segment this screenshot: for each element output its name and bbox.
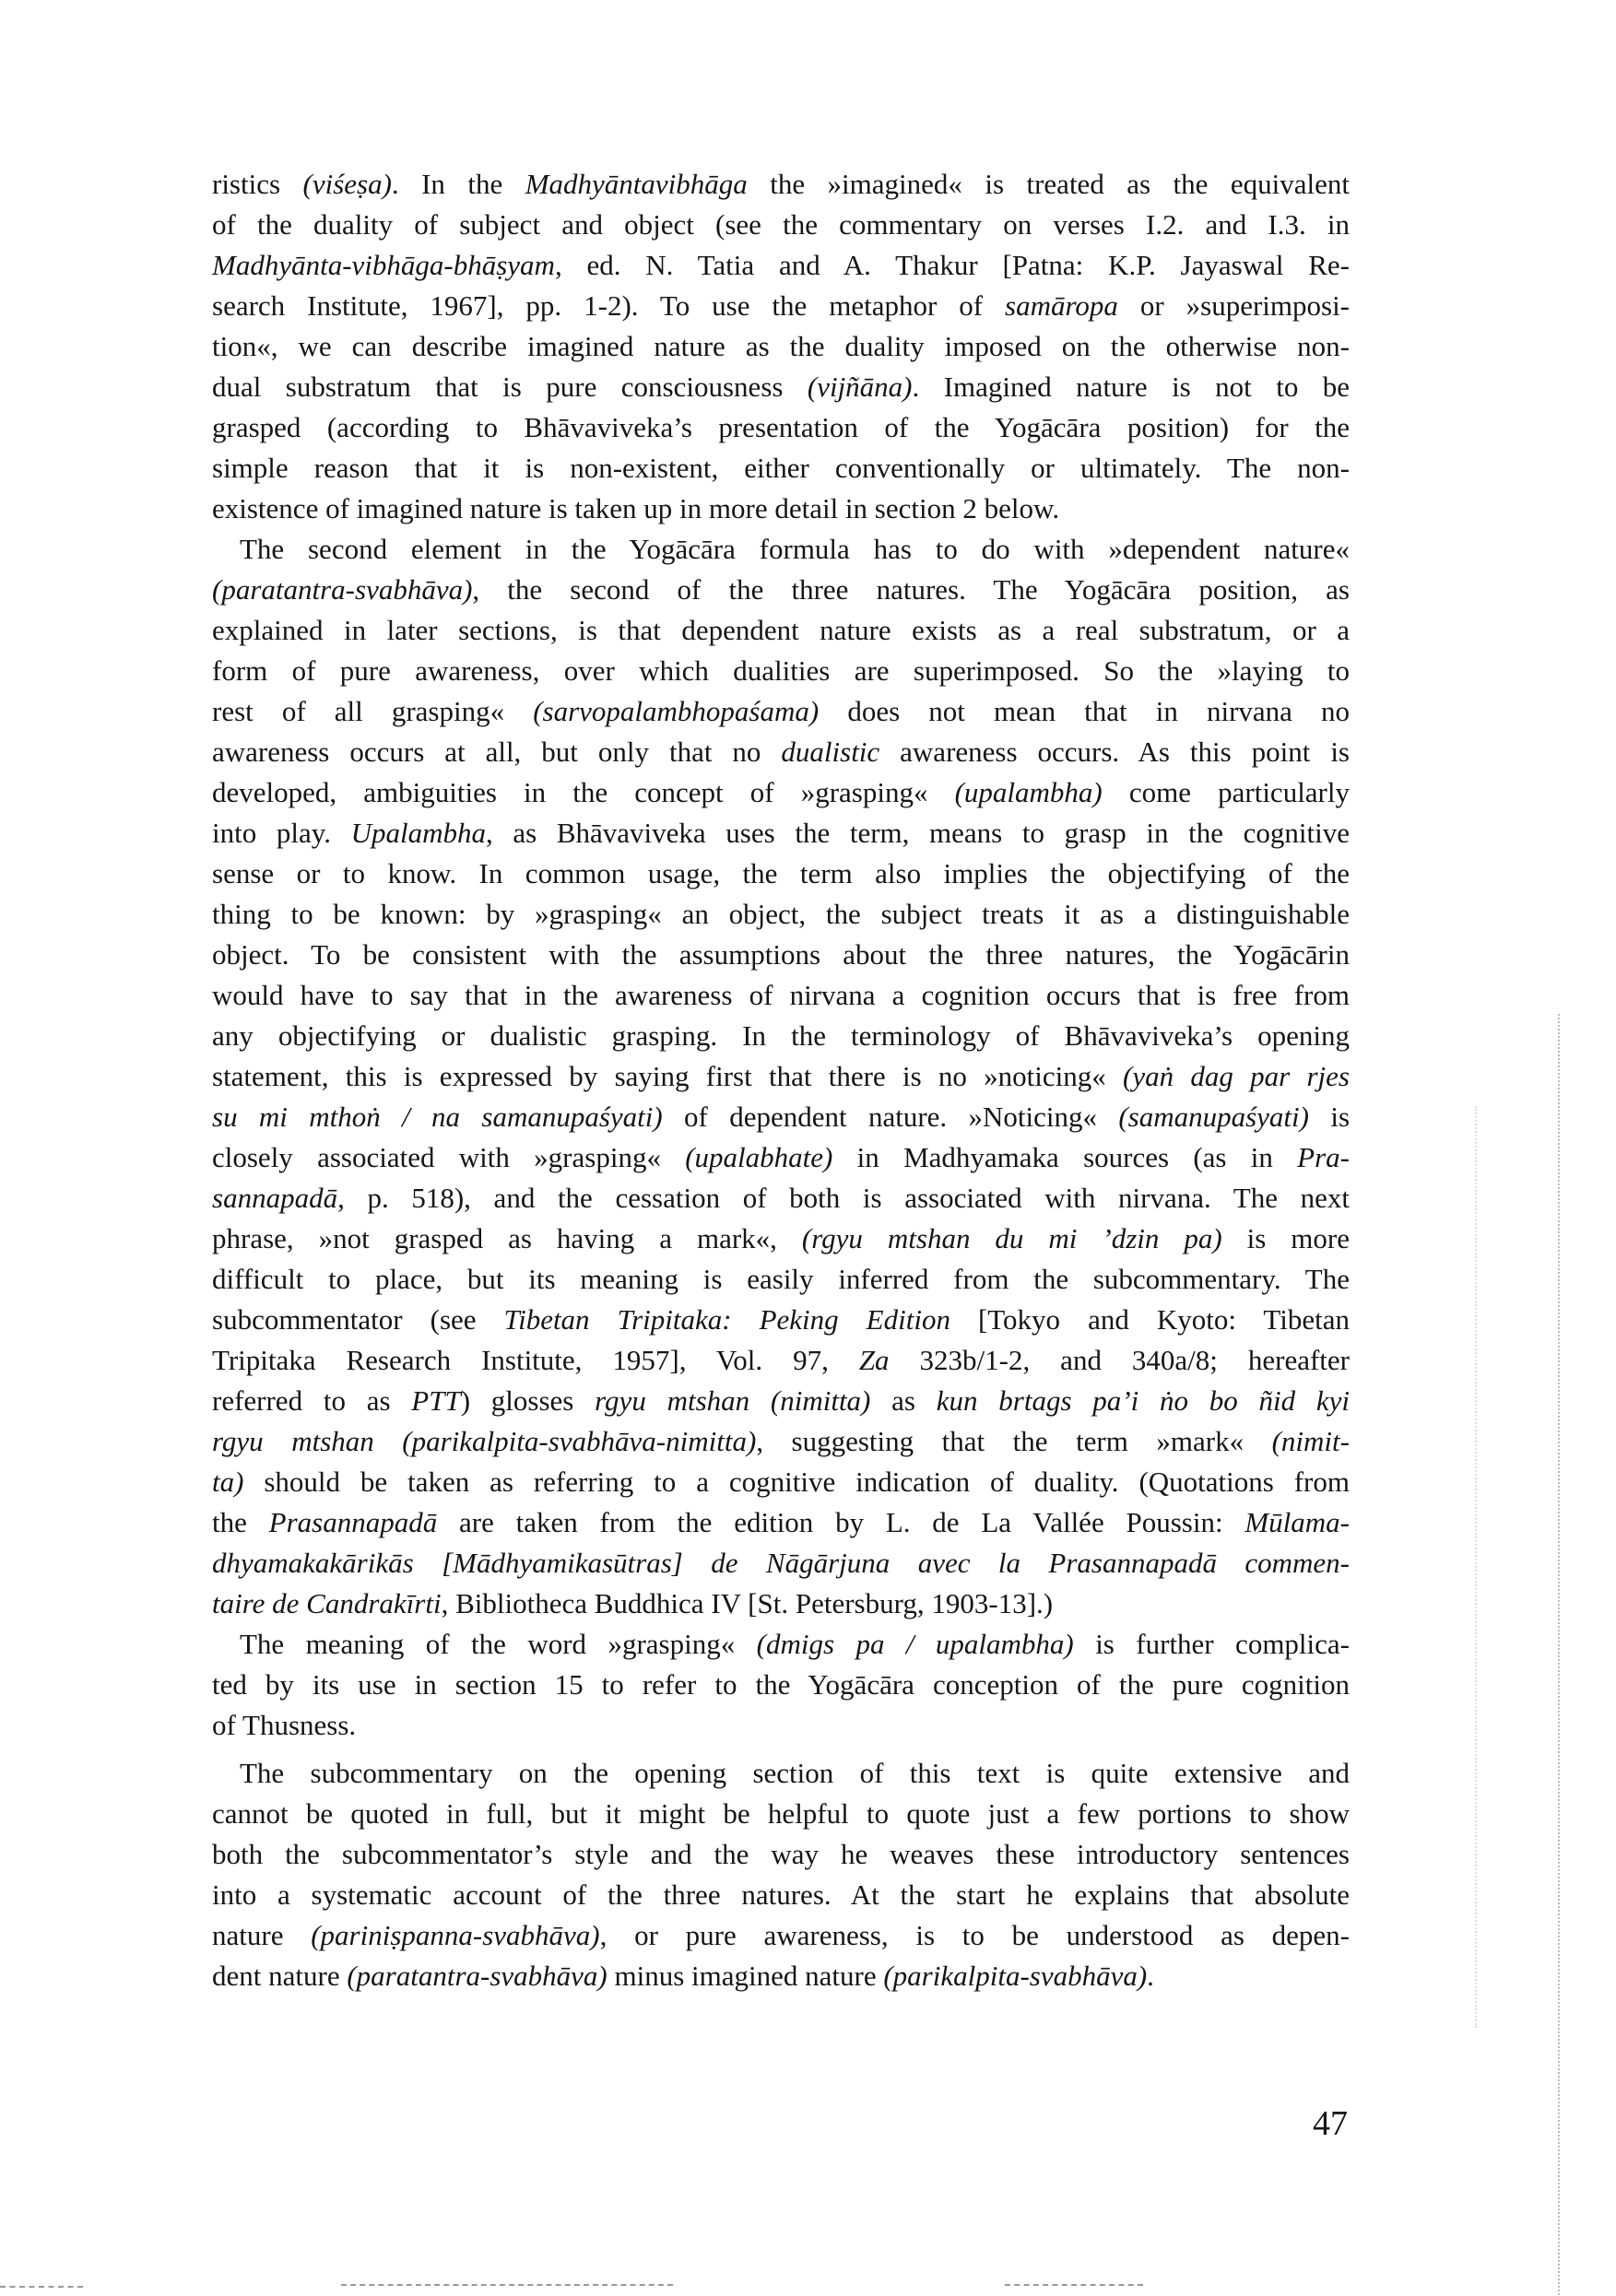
italic-term: (nimit- — [1271, 1425, 1350, 1457]
text-run: existence of imagined nature is taken up in more detail in section 2 below. — [212, 492, 1060, 524]
scan-bottom-mark — [341, 2284, 673, 2286]
scan-bottom-mark — [1005, 2284, 1143, 2286]
italic-term: su mi mthoṅ / na samanupaśyati) — [212, 1101, 663, 1133]
text-line — [212, 1834, 1350, 1875]
text-run: , Bibliotheca Buddhica IV [St. Petersburg, 1903-13].) — [441, 1587, 1054, 1619]
text-line — [212, 1137, 1350, 1178]
italic-term: kun brtags pa’i ṅo bo ñid kyi — [936, 1384, 1350, 1417]
text-run: . In the — [391, 168, 525, 200]
text-run: form of pure awareness, over which dualities are superimposed. So the »laying to — [212, 654, 1350, 687]
text-line — [212, 813, 1350, 854]
text-run: any objectifying or dualistic grasping. In the terminology of Bhāvaviveka’s opening — [212, 1019, 1350, 1052]
text-line — [212, 1705, 1350, 1746]
text-line — [212, 1543, 1350, 1584]
italic-term: ta) — [212, 1466, 244, 1498]
text-line — [212, 1462, 1350, 1502]
text-line — [212, 610, 1350, 651]
page-number: 47 — [1313, 2104, 1348, 2143]
text-run: closely associated with »grasping« — [212, 1141, 686, 1173]
text-run: awareness occurs. As this point is — [879, 736, 1350, 768]
italic-term: (parikalpita-svabhāva) — [883, 1960, 1148, 1992]
text-line — [212, 1502, 1350, 1543]
text-run: , suggesting that the term »mark« — [756, 1425, 1272, 1457]
text-line — [212, 1219, 1350, 1259]
italic-term: (upalabhate) — [685, 1141, 833, 1173]
text-run: of Thusness. — [212, 1709, 357, 1741]
text-run: in Madhyamaka sources (as in — [832, 1141, 1298, 1173]
text-run: . — [1147, 1960, 1154, 1992]
text-line — [212, 772, 1350, 813]
text-line — [212, 326, 1350, 367]
text-line — [212, 245, 1350, 286]
text-run: dent nature — [212, 1960, 348, 1992]
italic-term: (sarvopalambhopaśama) — [533, 695, 820, 727]
text-run: explained in later sections, is that dependent nature exists as a real substratum, or a — [212, 614, 1350, 646]
text-run: , the second of the three natures. The Yogācāra position, as — [472, 573, 1350, 606]
text-line — [212, 286, 1350, 326]
text-line — [212, 1259, 1350, 1300]
italic-term: rgyu mtshan (nimitta) — [595, 1384, 871, 1417]
text-run: minus imagined nature — [607, 1960, 884, 1992]
paragraph — [212, 1753, 1350, 1996]
italic-term: Mūlama- — [1244, 1506, 1350, 1538]
text-line — [212, 935, 1350, 975]
text-line — [212, 1624, 1350, 1665]
italic-term: (vijñāna) — [807, 371, 913, 403]
text-run: [Tokyo and Kyoto: Tibetan — [950, 1303, 1350, 1336]
text-line — [212, 1300, 1350, 1340]
text-run: of dependent nature. »Noticing« — [662, 1101, 1119, 1133]
text-run: of the duality of subject and object (see the commentary on verses I.2. and I.3. in — [212, 208, 1350, 241]
italic-term: rgyu mtshan (parikalpita-svabhāva-nimitta) — [212, 1425, 757, 1457]
text-run: , p. 518), and the cessation of both is associated with nirvana. The next — [337, 1182, 1350, 1214]
italic-term: Upalambha — [350, 817, 486, 849]
body-text — [212, 164, 1350, 1996]
text-run: search Institute, 1967], pp. 1-2). To use the metaphor of — [212, 289, 1006, 322]
text-run: as — [870, 1384, 937, 1417]
italic-term: (viśeṣa) — [302, 168, 392, 200]
text-run: The meaning of the word »grasping« — [240, 1628, 757, 1660]
text-run: , or pure awareness, is to be understood as depen- — [599, 1919, 1350, 1951]
text-line — [212, 1753, 1350, 1794]
text-line — [212, 1381, 1350, 1421]
text-run: into a systematic account of the three natures. At the start he explains that absolute — [212, 1878, 1350, 1911]
text-run: are taken from the edition by L. de La Vallée Poussin: — [437, 1506, 1245, 1538]
italic-term: Pra- — [1297, 1141, 1350, 1173]
text-run: rest of all grasping« — [212, 695, 534, 727]
text-run: . Imagined nature is not to be — [912, 371, 1351, 403]
text-run: both the subcommentator’s style and the way he weaves these introductory sentences — [212, 1838, 1350, 1870]
text-run: nature — [212, 1919, 312, 1951]
italic-term: Za — [858, 1344, 890, 1376]
italic-term: (paratantra-svabhāva) — [347, 1960, 607, 1992]
paragraph — [212, 1624, 1350, 1746]
text-run: difficult to place, but its meaning is easily inferred from the subcommentary. The — [212, 1263, 1350, 1295]
text-run: tion«, we can describe imagined nature as the duality imposed on the otherwise non- — [212, 330, 1350, 362]
text-line — [212, 691, 1350, 732]
italic-term: PTT — [411, 1384, 461, 1417]
text-run: sense or to know. In common usage, the term also implies the objectifying of the — [212, 857, 1350, 889]
text-line — [212, 529, 1350, 570]
text-line — [212, 1056, 1350, 1097]
italic-term: (dmigs pa / upalambha) — [756, 1628, 1074, 1660]
text-run: statement, this is expressed by saying first that there is no »noticing« — [212, 1060, 1124, 1092]
text-line — [212, 570, 1350, 610]
italic-term: samāropa — [1005, 289, 1118, 322]
italic-term: (yaṅ dag par rjes — [1123, 1060, 1350, 1092]
italic-term: (pariniṣpanna-svabhāva) — [311, 1919, 600, 1951]
text-run: ted by its use in section 15 to refer to the Yogācāra conception of the pure cognition — [212, 1668, 1350, 1701]
text-run: or »superimposi- — [1117, 289, 1350, 322]
text-line — [212, 1584, 1350, 1624]
text-run: into play. — [212, 817, 351, 849]
text-line — [212, 894, 1350, 935]
italic-term: (rgyu mtshan du mi ’dzin pa) — [801, 1222, 1222, 1254]
text-run: grasped (according to Bhāvaviveka’s presentation of the Yogācāra position) for the — [212, 411, 1350, 443]
text-line — [212, 854, 1350, 894]
text-line — [212, 1178, 1350, 1219]
italic-term: (paratantra-svabhāva) — [212, 573, 473, 606]
text-line — [212, 1016, 1350, 1056]
text-run: thing to be known: by »grasping« an object, the subject treats it as a distinguishable — [212, 898, 1350, 930]
paragraph — [212, 529, 1350, 1624]
text-line — [212, 164, 1350, 205]
italic-term: sannapadā — [212, 1182, 338, 1214]
text-line — [212, 651, 1350, 691]
text-run: is further complica- — [1073, 1628, 1350, 1660]
italic-term: dualistic — [781, 736, 880, 768]
text-run: simple reason that it is non-existent, either conventionally or ultimately. The non- — [212, 452, 1350, 484]
text-line — [212, 1794, 1350, 1834]
text-line — [212, 1915, 1350, 1956]
text-line — [212, 1340, 1350, 1381]
scan-edge-mark — [1558, 1014, 1560, 2295]
text-run: , ed. N. Tatia and A. Thakur [Patna: K.P. Jayaswal Re- — [554, 249, 1350, 281]
text-line — [212, 205, 1350, 245]
italic-term: dhyamakakārikās [Mādhyamikasūtras] de Nāgārjuna avec la Prasannapadā commen- — [212, 1547, 1350, 1579]
text-line — [212, 1665, 1350, 1705]
text-line — [212, 975, 1350, 1016]
text-run: the »imagined« is treated as the equivalent — [747, 168, 1350, 200]
text-line — [212, 1875, 1350, 1915]
text-line — [212, 1097, 1350, 1137]
text-run: is — [1308, 1101, 1351, 1133]
text-run: referred to as — [212, 1384, 412, 1417]
text-line — [212, 1956, 1350, 1996]
text-run: 323b/1-2, and 340a/8; hereafter — [889, 1344, 1350, 1376]
text-line — [212, 407, 1350, 448]
text-run: is more — [1221, 1222, 1350, 1254]
text-run: the — [212, 1506, 269, 1538]
italic-term: Madhyāntavibhāga — [525, 168, 748, 200]
text-run: ristics — [212, 168, 303, 200]
text-run: developed, ambiguities in the concept of »grasping« — [212, 776, 955, 808]
text-run: come particularly — [1102, 776, 1350, 808]
text-run: , as Bhāvaviveka uses the term, means to grasp in the cognitive — [486, 817, 1350, 849]
italic-term: Prasannapadā — [268, 1506, 438, 1538]
text-run: would have to say that in the awareness of nirvana a cognition occurs that is free from — [212, 979, 1350, 1011]
text-run: should be taken as referring to a cognitive indication of duality. (Quotations from — [243, 1466, 1350, 1498]
text-run: Tripitaka Research Institute, 1957], Vol. 97, — [212, 1344, 859, 1376]
text-line — [212, 732, 1350, 772]
italic-term: taire de Candrakīrti — [212, 1587, 442, 1619]
text-line — [212, 1421, 1350, 1462]
text-run: awareness occurs at all, but only that no — [212, 736, 782, 768]
text-run: subcommentator (see — [212, 1303, 504, 1336]
text-run: phrase, »not grasped as having a mark«, — [212, 1222, 802, 1254]
text-line — [212, 367, 1350, 407]
text-run: The second element in the Yogācāra formula has to do with »dependent nature« — [240, 533, 1350, 565]
text-run: The subcommentary on the opening section of this text is quite extensive and — [240, 1757, 1350, 1789]
italic-term: Tibetan Tripitaka: Peking Edition — [503, 1303, 950, 1336]
text-run: ) glosses — [460, 1384, 596, 1417]
scan-edge-mark — [1475, 1106, 1477, 2028]
text-line — [212, 489, 1350, 529]
italic-term: (upalambha) — [954, 776, 1103, 808]
text-run: cannot be quoted in full, but it might be helpful to quote just a few portions to show — [212, 1797, 1350, 1830]
scan-bottom-mark — [0, 2286, 83, 2288]
italic-term: (samanupaśyati) — [1118, 1101, 1309, 1133]
paragraph — [212, 164, 1350, 529]
italic-term: Madhyānta-vibhāga-bhāṣyam — [212, 249, 555, 281]
text-run: dual substratum that is pure consciousness — [212, 371, 808, 403]
text-run: object. To be consistent with the assumptions about the three natures, the Yogācārin — [212, 938, 1350, 971]
text-line — [212, 448, 1350, 489]
text-run: does not mean that in nirvana no — [819, 695, 1351, 727]
